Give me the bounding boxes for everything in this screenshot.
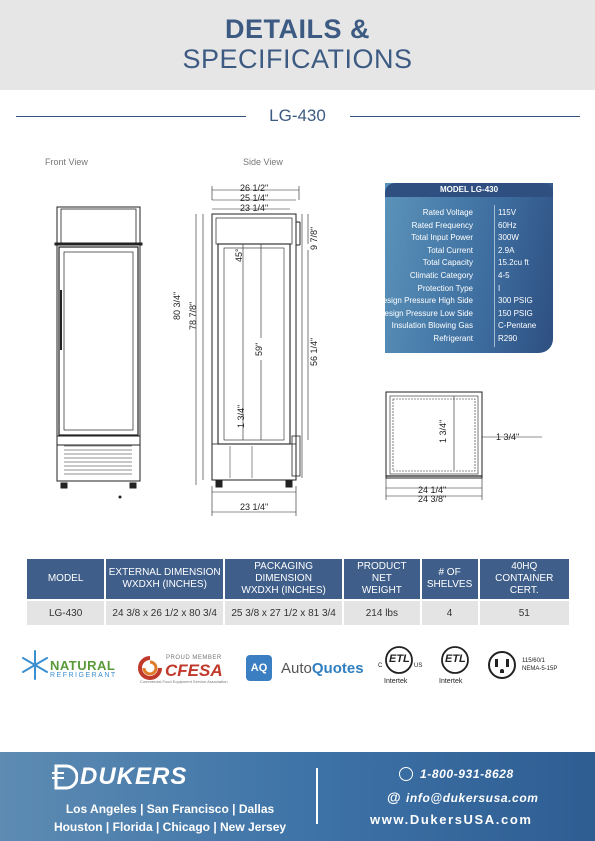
footer-cities-line2: Houston | Florida | Chicago | New Jersey <box>53 820 287 834</box>
spec-row <box>385 258 553 271</box>
page-title-line1: DETAILS & <box>225 14 370 44</box>
spec-row <box>385 334 553 347</box>
table-header-shelves: # OF SHELVES <box>422 559 478 599</box>
dim-plan-width-inner: 24 1/4" <box>418 485 447 495</box>
spec-row-label: Rated Voltage <box>422 208 473 217</box>
table-header-external: EXTERNAL DIMENSION WXDXH (INCHES) <box>106 559 223 599</box>
spec-row <box>385 208 553 221</box>
spec-box-title: MODEL LG-430 <box>385 183 553 197</box>
cfesa-swirl-icon <box>138 656 162 680</box>
dim-height-inner: 78 7/8" <box>188 301 198 330</box>
spec-row-label: Design Pressure Low Side <box>378 308 473 318</box>
footer-email[interactable]: info@dukersusa.com <box>406 791 539 805</box>
spec-row <box>385 284 553 297</box>
spec-row <box>385 221 553 234</box>
spec-row-label: Refrigerant <box>433 334 473 343</box>
table-header-model: MODEL <box>27 559 104 599</box>
natural-refrigerant-logo: NATURAL REFRIGERANT <box>22 648 137 684</box>
page-title-line2: SPECIFICATIONS <box>182 44 413 74</box>
plug-outlet-icon <box>487 650 517 680</box>
dim-top-overall: 26 1/2" <box>240 183 269 193</box>
nema-plug-logo: 115/60/1 NEMA-5-15P <box>487 650 567 682</box>
spec-row-label: Total Capacity <box>422 258 473 268</box>
dim-height-overall: 80 3/4" <box>172 291 182 320</box>
spec-row-value: 4-5 <box>498 271 510 280</box>
side-view-label: Side View <box>243 157 283 167</box>
table-cell-packaging: 25 3/8 x 27 1/2 x 81 3/4 <box>225 601 342 625</box>
etl-listed-logo: ETL C US Intertek <box>378 645 422 691</box>
dim-bottom-width: 23 1/4" <box>240 502 269 512</box>
spec-row <box>385 321 553 334</box>
dim-top-middle: 25 1/4" <box>240 193 269 203</box>
table-header-weight: PRODUCT NET WEIGHT <box>344 559 420 599</box>
footer-divider <box>316 768 318 824</box>
spec-row-label: Insulation Blowing Gas <box>391 321 473 331</box>
autoquotes-wordmark: AutoQuotes <box>281 660 364 677</box>
dim-door-upper: 45° <box>234 248 244 262</box>
spec-row-label: Climatic Category <box>409 271 473 280</box>
spec-row <box>385 246 553 259</box>
table-cell-container: 51 <box>480 601 570 625</box>
table-cell-weight: 214 lbs <box>344 601 420 625</box>
dim-top-section: 9 7/8" <box>309 226 319 250</box>
spec-row-value: 300W <box>498 233 519 243</box>
dim-plan-gap-left: 1 3/4" <box>438 419 448 443</box>
side-view-drawing <box>196 186 308 516</box>
table-cell-model: LG-430 <box>27 601 104 625</box>
phone-icon <box>399 767 413 781</box>
dim-handle-height: 56 1/4" <box>309 337 319 366</box>
table-header-packaging: PACKAGING DIMENSION WXDXH (INCHES) <box>225 559 342 599</box>
model-title: LG-430 <box>269 106 326 125</box>
autoquotes-badge: AQ <box>246 655 272 681</box>
front-view-label: Front View <box>45 157 88 167</box>
spec-row-label: Total Current <box>427 245 473 255</box>
dim-door-gap: 1 3/4" <box>236 404 246 428</box>
table-cell-shelves: 4 <box>422 601 478 625</box>
spec-row-value: 115V <box>498 208 517 217</box>
spec-row <box>376 296 553 309</box>
spec-row-value: I <box>498 283 501 293</box>
dim-plan-width-outer: 24 3/8" <box>418 494 447 504</box>
footer-phone[interactable]: 1-800-931-8628 <box>420 767 514 781</box>
table-row <box>27 601 569 625</box>
dim-top-inner: 23 1/4" <box>240 203 269 213</box>
spec-row-value: 2.9A <box>498 245 515 255</box>
spec-table <box>25 559 571 625</box>
spec-row <box>385 233 553 246</box>
spec-row-value: 15.2cu ft <box>498 258 529 268</box>
cfesa-logo: PROUD MEMBER CFESA Commercial Food Equipment Service Association <box>140 655 228 684</box>
spec-row-value: 300 PSIG <box>498 296 533 306</box>
spec-row-value: 150 PSIG <box>498 308 533 318</box>
dukers-logo-icon <box>50 764 78 790</box>
dim-door-height: 59" <box>254 342 264 356</box>
spec-row-label: Total Input Power <box>411 233 473 243</box>
spec-row <box>378 308 553 322</box>
spec-row <box>385 271 553 284</box>
spec-row-value: 60Hz <box>498 220 517 230</box>
plan-view-drawing <box>386 392 542 500</box>
etl-sanitation-logo: ETL Intertek <box>436 645 476 691</box>
dim-plan-gap-right: 1 3/4" <box>496 432 520 442</box>
snowflake-icon <box>22 648 48 682</box>
table-header-container: 40HQ CONTAINER CERT. <box>480 559 570 599</box>
front-view-drawing <box>55 207 142 498</box>
table-cell-external: 24 3/8 x 26 1/2 x 80 3/4 <box>106 601 223 625</box>
spec-row-label: Rated Frequency <box>411 220 473 230</box>
spec-row-label: Protection Type <box>417 283 473 293</box>
spec-row-value: C-Pentane <box>498 321 537 331</box>
email-at-icon: @ <box>387 789 401 805</box>
footer-cities-line1: Los Angeles | San Francisco | Dallas <box>65 802 275 816</box>
footer-brand: DUKERS <box>80 763 188 790</box>
footer-website[interactable]: www.DukersUSA.com <box>370 812 533 827</box>
spec-row-value: R290 <box>498 334 518 343</box>
spec-row-label: Design Pressure High Side <box>376 296 473 306</box>
